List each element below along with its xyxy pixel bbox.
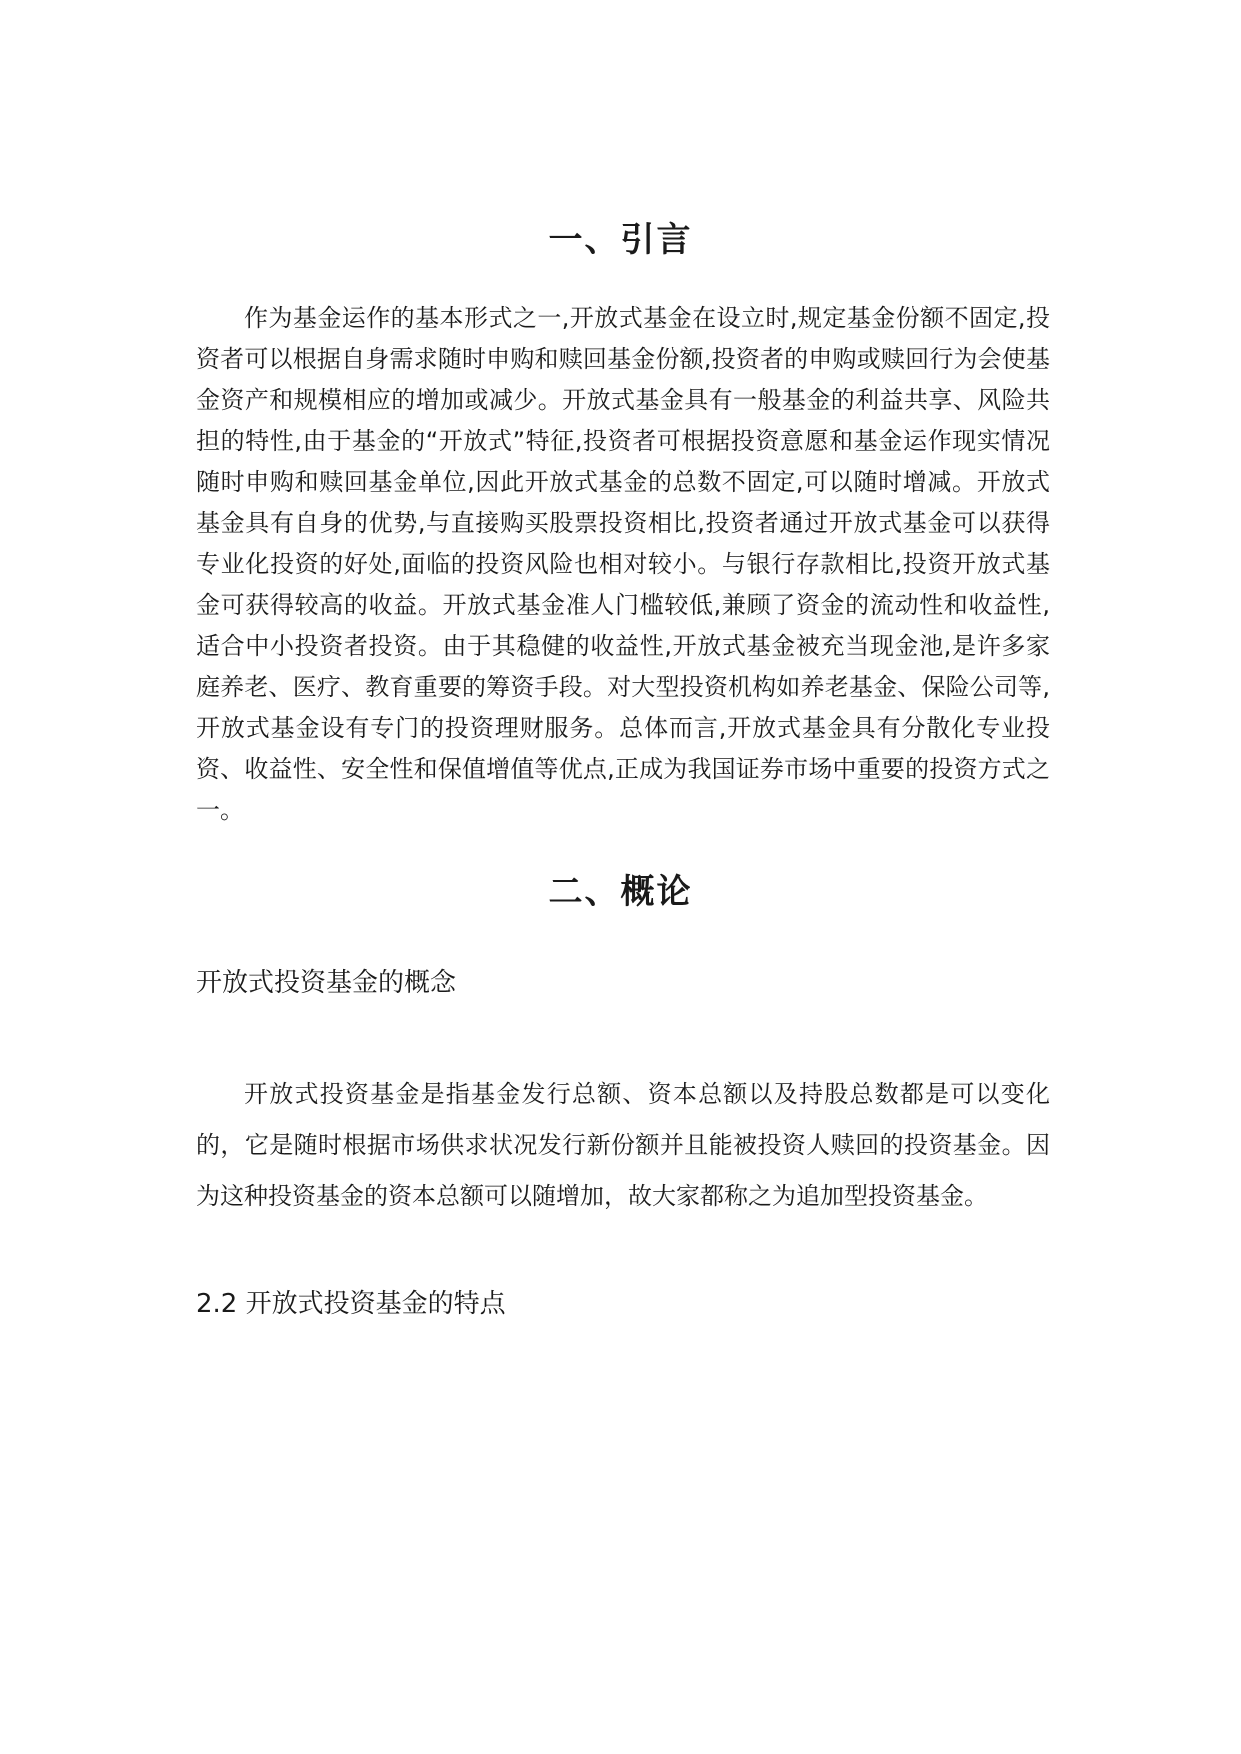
section-1-paragraph: 作为基金运作的基本形式之一,开放式基金在设立时,规定基金份额不固定,投资者可以根据自身需求随时申购和赎回基金份额,投资者的申购或赎回行为会使基金资产和规模相应的增加或减少。开放式基金具有一般基金的利益共享、风险共担的特性,由于基金的“开放式”特征,投资者可根据投资意愿和基金运作现实情况随时申购和赎回基金单位,因此开放式基金的总数不固定,可以随时增减。开放式基金具有自身的优势,与直接购买股票投资相比,投资者通过开放式基金可以获得专业化投资的好处,面临的投资风险也相对较小。与银行存款相比,投资开放式基金可获得较高的收益。开放式基金准人门槛较低,兼顾了资金的流动性和收益性,适合中小投资者投资。由于其稳健的收益性,开放式基金被充当现金池,是许多家庭养老、医疗、教育重要的筹资手段。对大型投资机构如养老基金、保险公司等,开放式基金设有专门的投资理财服务。总体而言,开放式基金具有分散化专业投资、收益性、安全性和保值增值等优点,正成为我国证券市场中重要的投资方式之一。 [196, 304, 1050, 824]
subsection-features-heading: 2.2 开放式投资基金的特点 [196, 1289, 506, 1319]
subsection-concept-heading: 开放式投资基金的概念 [196, 968, 457, 998]
subsection-concept-paragraph: 开放式投资基金是指基金发行总额、资本总额以及持股总数都是可以变化的，它是随时根据市场供求状况发行新份额并且能被投资人赎回的投资基金。因为这种投资基金的资本总额可以随增加，故大家都称之为追加型投资基金。 [196, 1080, 1050, 1210]
section-2-heading: 二、概论 [548, 872, 693, 912]
section-1-heading: 一、引言 [548, 220, 693, 260]
